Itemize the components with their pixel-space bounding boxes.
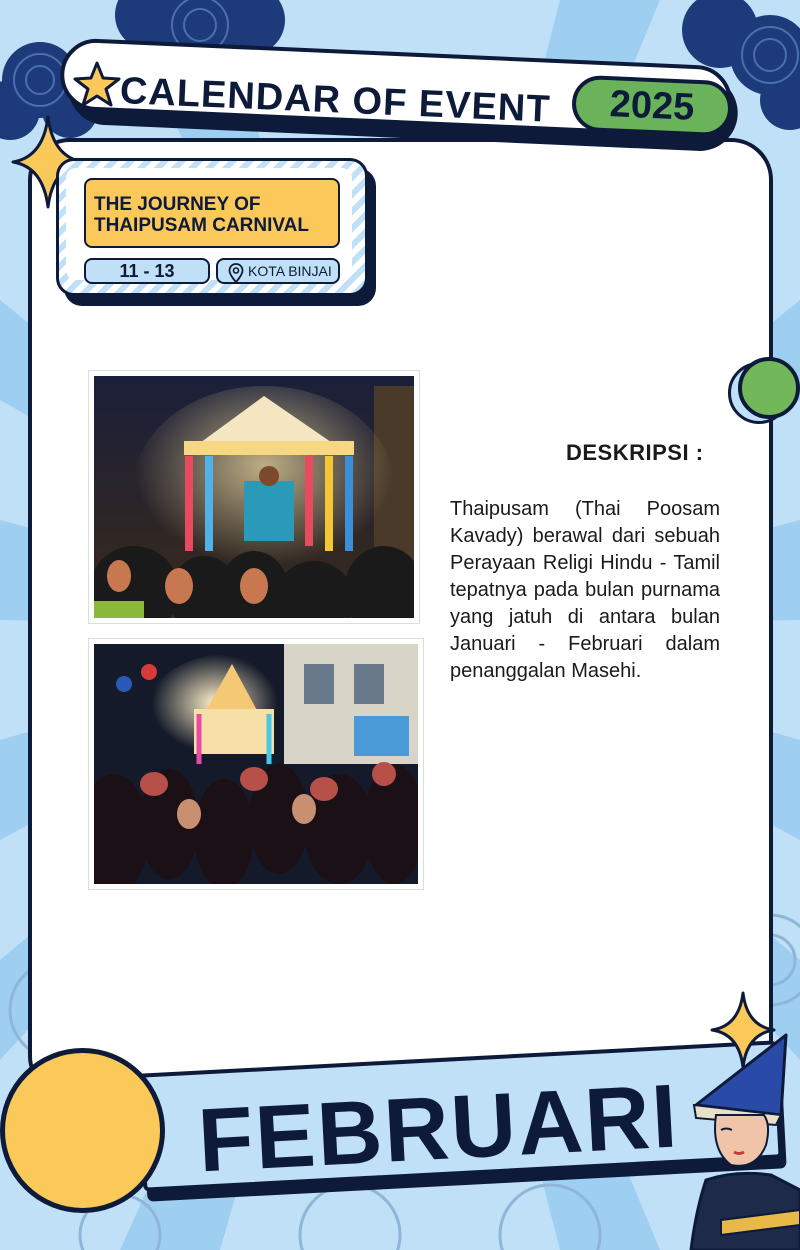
year-badge: 2025 (571, 75, 733, 138)
decor-green-circle (738, 357, 800, 419)
event-photo-2 (88, 638, 424, 890)
event-title-line1: THE JOURNEY OF (94, 194, 261, 215)
location-pin-icon (228, 263, 244, 283)
event-title (84, 178, 340, 248)
description-heading: DESKRIPSI : (566, 440, 704, 465)
event-dates: 11 - 13 (84, 258, 210, 284)
page-title: CALENDAR OF EVENT (119, 70, 552, 131)
description-body: Thaipusam (Thai Poosam Kavady) berawal dari sebuah Perayaan Religi Hindu - Tamil tepatnya pada bulan purnama yang jatuh di antara bulan Januari - Februari dalam penanggalan Masehi. (450, 498, 720, 682)
event-photo-1 (88, 370, 420, 624)
event-title-line2: THAIPUSAM CARNIVAL (94, 215, 309, 236)
event-location-label: KOTA BINJAI (248, 263, 332, 279)
event-location (216, 258, 340, 284)
event-card (56, 158, 372, 298)
star-icon (72, 60, 122, 110)
month-title: FEBRUARI (195, 1066, 682, 1192)
traditional-dancer-illustration (676, 1030, 800, 1250)
decor-yellow-circle (0, 1048, 165, 1213)
